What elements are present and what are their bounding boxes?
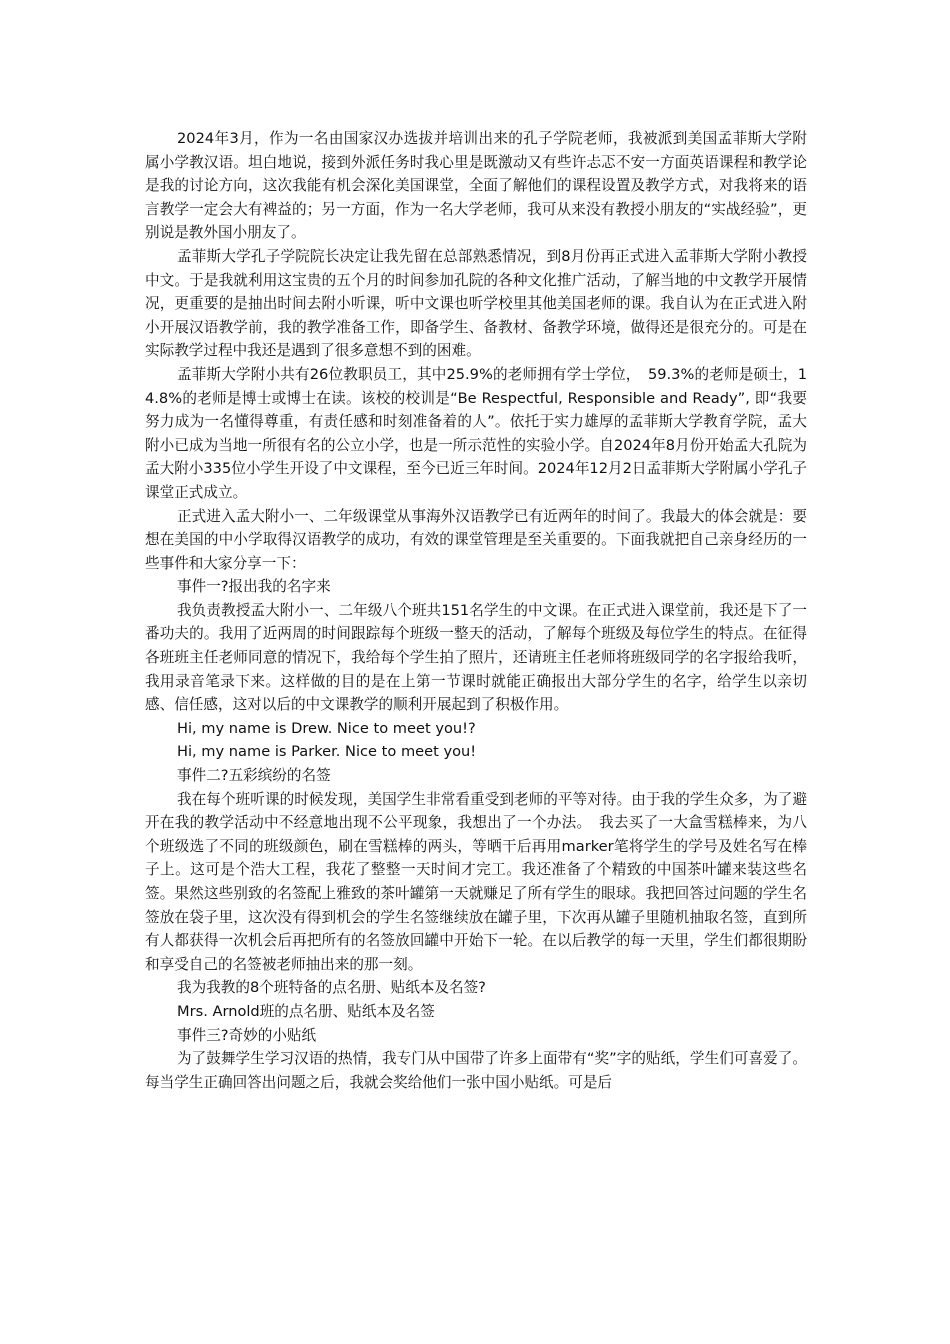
caption-class-materials: 我为我教的8个班特备的点名册、贴纸本及名签? bbox=[177, 979, 486, 997]
heading-event-one: 事件一?报出我的名字来 bbox=[177, 578, 331, 596]
heading-event-three: 事件三?奇妙的小贴纸 bbox=[177, 1026, 317, 1044]
paragraph-school-profile: 孟菲斯大学附小共有26位教职员工，其中25.9%的老师拥有学士学位， 59.3%的老师是硕士，14.8%的老师是博士或博士在读。该校的校训是“Be Respectful, Responsible and Ready”, 即“我要努力成为一名懂得尊重，有责任感和时刻准备着的人”。依托于实力雄厚的孟菲斯大学教育学院，孟大附小已成为当地一所很有名的公立小学，也是一所示范性的实验小学。自2024年8月份开始孟大孔院为孟大附小335位小学生开设了中文课程，至今已近三年时间。2024年12月2日孟菲斯大学附属小学孔子课堂正式成立。 bbox=[145, 365, 808, 501]
paragraph-event-one: 我负责教授孟大附小一、二年级八个班共151名学生的中文课。在正式进入课堂前，我还是下了一番功夫的。我用了近两周的时间跟踪每个班级一整天的活动，了解每个班级及每位学生的特点。在征得各班班主任老师同意的情况下，我给每个学生拍了照片，还请班主任老师将班级同学的名字报给我听，我用录音笔录下来。这样做的目的是在上第一节课时就能正确报出大部分学生的名字，给学生以亲切感、信任感，这对以后的中文课教学的顺利开展起到了积极作用。 bbox=[145, 601, 807, 714]
paragraph-preparation: 孟菲斯大学孔子学院院长决定让我先留在总部熟悉情况，到8月份再正式进入孟菲斯大学附小教授中文。于是我就利用这宝贵的五个月的时间参加孔院的各种文化推广活动，了解当地的中文教学开展情况，更重要的是抽出时间去附小听课，听中文课也听学校里其他美国老师的课。我自认为在正式进入附小开展汉语教学前，我的教学准备工作，即备学生、备教材、备教学环境，做得还是很充分的。可是在实际教学过程中我还是遇到了很多意想不到的困难。 bbox=[145, 247, 807, 360]
paragraph-event-three: 为了鼓舞学生学习汉语的热情，我专门从中国带了许多上面带有“奖”字的贴纸，学生们可喜爱了。每当学生正确回答出问题之后，我就会奖给他们一张中国小贴纸。可是后 bbox=[145, 1050, 807, 1091]
paragraph-classroom-management: 正式进入孟大附小一、二年级课堂从事海外汉语教学已有近两年的时间了。我最大的体会就是：要想在美国的中小学取得汉语教学的成功，有效的课堂管理是至关重要的。下面我就把自己亲身经历的一些事件和大家分享一下： bbox=[145, 507, 807, 572]
heading-event-two: 事件二?五彩缤纷的名签 bbox=[177, 767, 331, 785]
dialogue-line-parker: Hi, my name is Parker. Nice to meet you! bbox=[177, 743, 477, 761]
caption-arnold-class: Mrs. Arnold班的点名册、贴纸本及名签 bbox=[177, 1002, 435, 1020]
dialogue-line-drew: Hi, my name is Drew. Nice to meet you!? bbox=[177, 719, 476, 737]
paragraph-assignment-intro: 2024年3月，作为一名由国家汉办选拔并培训出来的孔子学院老师，我被派到美国孟菲斯大学附属小学教汉语。坦白地说，接到外派任务时我心里是既激动又有些许忐忑不安一方面英语课程和教学论是我的讨论方向，这次我能有机会深化美国课堂，全面了解他们的课程设置及教学方式，对我将来的语言教学一定会大有裨益的；另一方面，作为一名大学老师，我可从来没有教授小朋友的“实战经验”，更别说是教外国小朋友了。 bbox=[145, 130, 807, 242]
document-body bbox=[145, 127, 807, 1094]
paragraph-event-two: 我在每个班听课的时候发现，美国学生非常看重受到老师的平等对待。由于我的学生众多，为了避开在我的教学活动中不经意地出现不公平现象，我想出了一个办法。 我去买了一大盒雪糕棒来，为八个班级选了不同的班级颜色，刷在雪糕棒的两头，等晒干后再用marker笔将学生的学号及姓名写在棒子上。这可是个浩大工程，我花了整整一天时间才完工。我还准备了个精致的中国茶叶罐来装这些名签。果然这些别致的名签配上雅致的茶叶罐第一天就赚足了所有学生的眼球。我把回答过问题的学生名签放在袋子里，这次没有得到机会的学生名签继续放在罐子里，下次再从罐子里随机抽取名签，直到所有人都获得一次机会后再把所有的名签放回罐中开始下一轮。在以后教学的每一天里，学生们都很期盼和享受自己的名签被老师抽出来的那一刻。 bbox=[145, 790, 807, 973]
